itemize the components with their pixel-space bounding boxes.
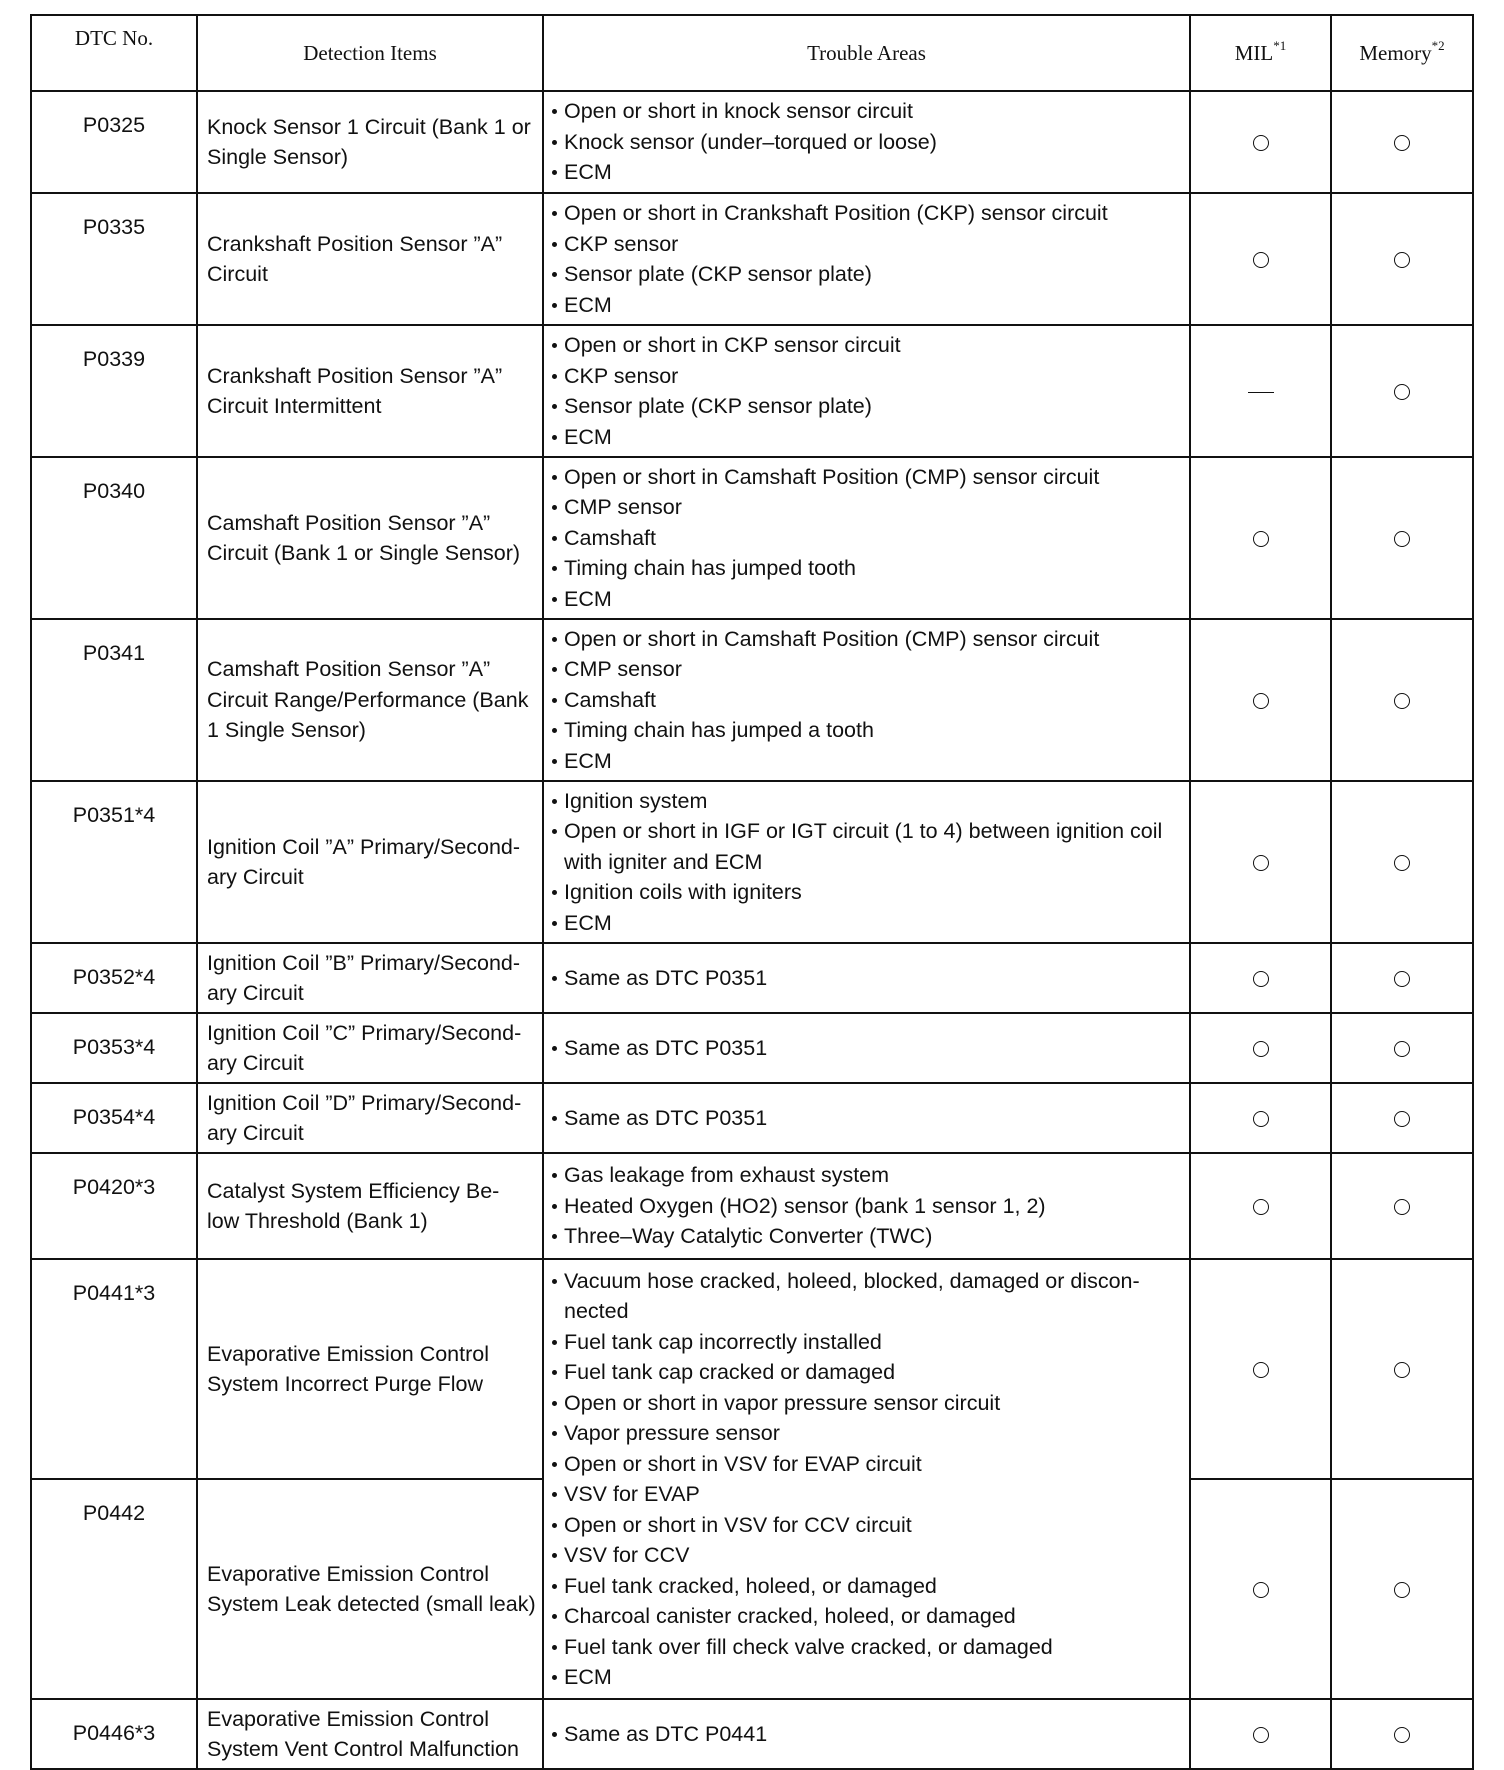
circle-icon — [1253, 1362, 1269, 1378]
trouble-areas-cell — [543, 619, 1190, 781]
trouble-area-list — [551, 963, 1183, 994]
circle-icon — [1253, 1199, 1269, 1215]
header-mil-footnote: *1 — [1273, 38, 1287, 53]
trouble-area-item: Vapor pressure sensor — [551, 1418, 1183, 1449]
trouble-area-list — [551, 1103, 1183, 1134]
trouble-area-list — [551, 1160, 1183, 1252]
trouble-area-list — [551, 786, 1183, 939]
trouble-area-item: Fuel tank cracked, holeed, or damaged — [551, 1571, 1183, 1602]
trouble-area-list — [551, 1266, 1183, 1693]
memory-cell — [1331, 325, 1473, 457]
dtc-code-cell: P0420*3 — [31, 1153, 197, 1259]
header-row — [31, 15, 1473, 91]
trouble-area-item: ECM — [551, 290, 1183, 321]
trouble-area-list — [551, 624, 1183, 777]
trouble-area-item: Open or short in Camshaft Position (CMP) sensor circuit — [551, 624, 1183, 655]
memory-cell — [1331, 943, 1473, 1013]
header-trouble-areas-label: Trouble Areas — [807, 40, 926, 65]
trouble-area-item: Gas leakage from exhaust system — [551, 1160, 1183, 1191]
trouble-areas-cell — [543, 457, 1190, 619]
trouble-area-item: Open or short in VSV for EVAP circuit — [551, 1449, 1183, 1480]
trouble-areas-cell — [543, 943, 1190, 1013]
memory-cell — [1331, 193, 1473, 325]
mil-cell — [1190, 457, 1331, 619]
trouble-areas-cell-shared — [543, 1259, 1190, 1699]
trouble-area-item: Same as DTC P0351 — [551, 963, 1183, 994]
trouble-areas-cell — [543, 91, 1190, 193]
trouble-area-item: Sensor plate (CKP sensor plate) — [551, 259, 1183, 290]
trouble-areas-cell — [543, 1699, 1190, 1769]
trouble-area-list — [551, 1719, 1183, 1750]
dtc-table — [30, 14, 1474, 1770]
header-dtc-no — [31, 15, 197, 91]
table-row — [31, 1699, 1473, 1769]
detection-item-cell: Evaporative Emission Control System Incorrect Purge Flow — [197, 1259, 543, 1479]
circle-icon — [1394, 1111, 1410, 1127]
trouble-area-item: Heated Oxygen (HO2) sensor (bank 1 sensor 1, 2) — [551, 1191, 1183, 1222]
table-row — [31, 619, 1473, 781]
header-trouble-areas — [543, 15, 1190, 91]
mil-cell — [1190, 781, 1331, 943]
header-mil — [1190, 15, 1331, 91]
detection-item-cell: Evaporative Emission Control System Vent Control Malfunction — [197, 1699, 543, 1769]
memory-cell — [1331, 1153, 1473, 1259]
memory-cell — [1331, 91, 1473, 193]
trouble-area-list — [551, 330, 1183, 452]
circle-icon — [1253, 855, 1269, 871]
circle-icon — [1394, 531, 1410, 547]
header-memory-footnote: *2 — [1431, 38, 1445, 53]
table-row — [31, 91, 1473, 193]
table-row — [31, 193, 1473, 325]
circle-icon — [1394, 1727, 1410, 1743]
trouble-area-item: Fuel tank cap incorrectly installed — [551, 1327, 1183, 1358]
circle-icon — [1394, 384, 1410, 400]
table-row — [31, 1259, 1473, 1479]
memory-cell — [1331, 457, 1473, 619]
circle-icon — [1394, 135, 1410, 151]
detection-item-cell: Camshaft Position Sensor ”A” Circuit Range/Performance (Bank 1 Single Sensor) — [197, 619, 543, 781]
mil-cell — [1190, 943, 1331, 1013]
memory-cell — [1331, 781, 1473, 943]
trouble-area-item: Knock sensor (under–torqued or loose) — [551, 127, 1183, 158]
trouble-area-item: Open or short in Crankshaft Position (CKP) sensor circuit — [551, 198, 1183, 229]
dash-icon — [1248, 392, 1274, 393]
dtc-code-cell: P0340 — [31, 457, 197, 619]
table-row — [31, 1013, 1473, 1083]
circle-icon — [1394, 971, 1410, 987]
mil-cell — [1190, 1013, 1331, 1083]
trouble-area-item: CKP sensor — [551, 361, 1183, 392]
trouble-area-item: Same as DTC P0351 — [551, 1103, 1183, 1134]
trouble-area-item: CKP sensor — [551, 229, 1183, 260]
mil-cell — [1190, 1259, 1331, 1479]
mil-cell — [1190, 91, 1331, 193]
trouble-area-item: Open or short in knock sensor circuit — [551, 96, 1183, 127]
trouble-area-item: Same as DTC P0351 — [551, 1033, 1183, 1064]
trouble-area-item: Charcoal canister cracked, holeed, or damaged — [551, 1601, 1183, 1632]
table-row — [31, 943, 1473, 1013]
mil-cell — [1190, 1083, 1331, 1153]
memory-cell — [1331, 1013, 1473, 1083]
dtc-code-cell: P0446*3 — [31, 1699, 197, 1769]
trouble-area-item: Ignition coils with igniters — [551, 877, 1183, 908]
trouble-areas-cell — [543, 1013, 1190, 1083]
circle-icon — [1253, 971, 1269, 987]
circle-icon — [1394, 1199, 1410, 1215]
circle-icon — [1253, 693, 1269, 709]
mil-cell — [1190, 619, 1331, 781]
trouble-area-item: ECM — [551, 584, 1183, 615]
detection-item-cell: Evaporative Emission Control System Leak detected (small leak) — [197, 1479, 543, 1699]
memory-cell — [1331, 1479, 1473, 1699]
trouble-area-item: VSV for CCV — [551, 1540, 1183, 1571]
dtc-code-cell: P0353*4 — [31, 1013, 197, 1083]
trouble-areas-cell — [543, 325, 1190, 457]
trouble-area-list — [551, 1033, 1183, 1064]
table-row — [31, 781, 1473, 943]
trouble-area-item: Same as DTC P0441 — [551, 1719, 1183, 1750]
trouble-area-item: Three–Way Catalytic Converter (TWC) — [551, 1221, 1183, 1252]
detection-item-cell: Ignition Coil ”D” Primary/Second- ary Circuit — [197, 1083, 543, 1153]
detection-item-cell: Ignition Coil ”C” Primary/Second- ary Circuit — [197, 1013, 543, 1083]
dtc-code-cell: P0352*4 — [31, 943, 197, 1013]
trouble-area-item: Fuel tank cap cracked or damaged — [551, 1357, 1183, 1388]
trouble-area-item: CMP sensor — [551, 654, 1183, 685]
trouble-area-item: ECM — [551, 157, 1183, 188]
trouble-area-item: Timing chain has jumped tooth — [551, 553, 1183, 584]
mil-cell — [1190, 325, 1331, 457]
memory-cell — [1331, 619, 1473, 781]
trouble-area-list — [551, 198, 1183, 320]
table-row — [31, 325, 1473, 457]
trouble-area-item: Timing chain has jumped a tooth — [551, 715, 1183, 746]
trouble-area-item: CMP sensor — [551, 492, 1183, 523]
table-row — [31, 457, 1473, 619]
detection-item-cell: Crankshaft Position Sensor ”A” Circuit — [197, 193, 543, 325]
trouble-area-item: Open or short in IGF or IGT circuit (1 to 4) between ignition coil with igniter and ECM — [551, 816, 1183, 877]
detection-item-cell: Ignition Coil ”B” Primary/Second- ary Circuit — [197, 943, 543, 1013]
trouble-areas-cell — [543, 781, 1190, 943]
table-row — [31, 1153, 1473, 1259]
circle-icon — [1394, 1582, 1410, 1598]
memory-cell — [1331, 1259, 1473, 1479]
header-dtc-no-label: DTC No. — [74, 26, 154, 50]
trouble-area-item: Open or short in CKP sensor circuit — [551, 330, 1183, 361]
trouble-area-item: Open or short in Camshaft Position (CMP) sensor circuit — [551, 462, 1183, 493]
circle-icon — [1394, 855, 1410, 871]
header-memory-label: Memory — [1359, 41, 1432, 65]
detection-item-cell: Knock Sensor 1 Circuit (Bank 1 or Single Sensor) — [197, 91, 543, 193]
header-memory — [1331, 15, 1473, 91]
circle-icon — [1394, 1362, 1410, 1378]
circle-icon — [1253, 135, 1269, 151]
trouble-area-list — [551, 96, 1183, 188]
circle-icon — [1394, 1041, 1410, 1057]
trouble-area-item: ECM — [551, 1662, 1183, 1693]
trouble-areas-cell — [543, 1153, 1190, 1259]
detection-item-cell: Camshaft Position Sensor ”A” Circuit (Bank 1 or Single Sensor) — [197, 457, 543, 619]
trouble-areas-cell — [543, 1083, 1190, 1153]
trouble-area-item: VSV for EVAP — [551, 1479, 1183, 1510]
circle-icon — [1253, 1727, 1269, 1743]
trouble-area-item: Fuel tank over fill check valve cracked, or damaged — [551, 1632, 1183, 1663]
trouble-area-item: ECM — [551, 908, 1183, 939]
header-mil-label: MIL — [1234, 41, 1274, 65]
mil-cell — [1190, 1699, 1331, 1769]
dtc-code-cell: P0354*4 — [31, 1083, 197, 1153]
detection-item-cell: Crankshaft Position Sensor ”A” Circuit Intermittent — [197, 325, 543, 457]
trouble-area-item: Open or short in vapor pressure sensor circuit — [551, 1388, 1183, 1419]
trouble-area-item: Open or short in VSV for CCV circuit — [551, 1510, 1183, 1541]
trouble-area-item: ECM — [551, 746, 1183, 777]
dtc-code-cell: P0351*4 — [31, 781, 197, 943]
trouble-area-list — [551, 462, 1183, 615]
circle-icon — [1253, 1582, 1269, 1598]
dtc-code-cell: P0325 — [31, 91, 197, 193]
mil-cell — [1190, 1479, 1331, 1699]
circle-icon — [1253, 1041, 1269, 1057]
circle-icon — [1253, 1111, 1269, 1127]
detection-item-cell: Ignition Coil ”A” Primary/Second- ary Circuit — [197, 781, 543, 943]
dtc-code-cell: P0341 — [31, 619, 197, 781]
memory-cell — [1331, 1083, 1473, 1153]
trouble-area-item: ECM — [551, 422, 1183, 453]
trouble-area-item: Vacuum hose cracked, holeed, blocked, damaged or discon- nected — [551, 1266, 1183, 1327]
memory-cell — [1331, 1699, 1473, 1769]
trouble-area-item: Camshaft — [551, 685, 1183, 716]
dtc-code-cell: P0339 — [31, 325, 197, 457]
header-detection-items — [197, 15, 543, 91]
circle-icon — [1253, 531, 1269, 547]
dtc-code-cell: P0441*3 — [31, 1259, 197, 1479]
circle-icon — [1394, 252, 1410, 268]
table-body — [31, 91, 1473, 1769]
trouble-area-item: Sensor plate (CKP sensor plate) — [551, 391, 1183, 422]
circle-icon — [1253, 252, 1269, 268]
header-detection-items-label: Detection Items — [303, 40, 437, 65]
table-header — [31, 15, 1473, 91]
dtc-code-cell: P0335 — [31, 193, 197, 325]
circle-icon — [1394, 693, 1410, 709]
dtc-code-cell: P0442 — [31, 1479, 197, 1699]
mil-cell — [1190, 193, 1331, 325]
detection-item-cell: Catalyst System Efficiency Be- low Threshold (Bank 1) — [197, 1153, 543, 1259]
trouble-area-item: Ignition system — [551, 786, 1183, 817]
trouble-areas-cell — [543, 193, 1190, 325]
mil-cell — [1190, 1153, 1331, 1259]
trouble-area-item: Camshaft — [551, 523, 1183, 554]
table-row — [31, 1083, 1473, 1153]
